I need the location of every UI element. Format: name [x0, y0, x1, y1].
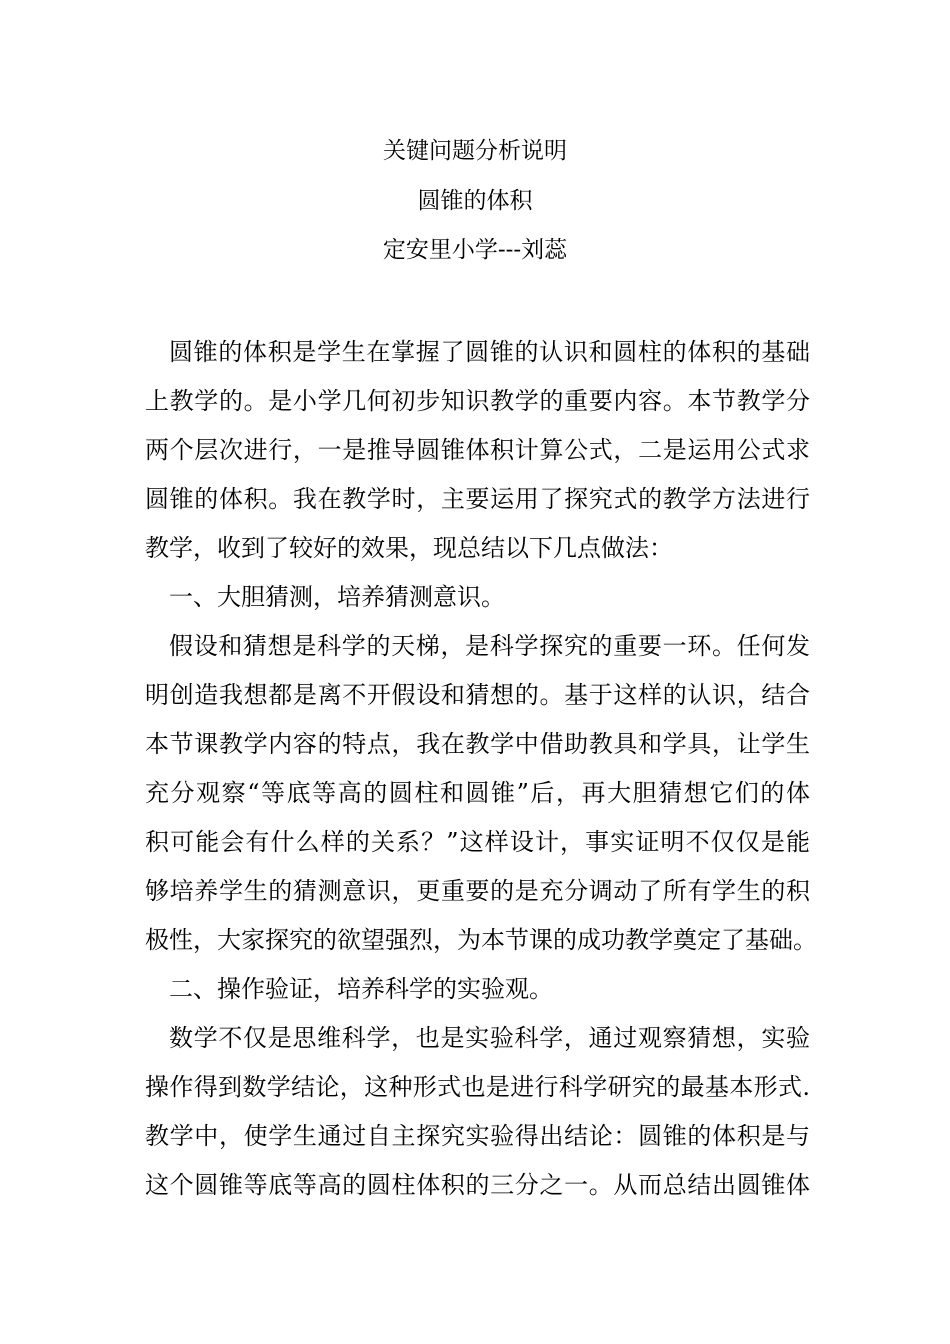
- paragraph-line: 充分观察“等底等高的圆柱和圆锥”后，再大胆猜想它们的体: [145, 779, 810, 807]
- paragraph-line: 圆锥的体积是学生在掌握了圆锥的认识和圆柱的体积的基础: [169, 338, 810, 366]
- paragraph-line: 数学不仅是思维科学，也是实验科学，通过观察猜想，实验: [169, 1024, 810, 1052]
- paragraph-line: 积可能会有什么样的关系？”这样设计，事实证明不仅仅是能: [145, 828, 810, 856]
- paragraph-line: 这个圆锥等底等高的圆柱体积的三分之一。从而总结出圆锥体: [145, 1171, 810, 1199]
- paragraph-line: 极性，大家探究的欲望强烈，为本节课的成功教学奠定了基础。: [145, 926, 817, 954]
- section-heading: 一、大胆猜测，培养猜测意识。: [169, 583, 505, 611]
- paragraph-line: 本节课教学内容的特点，我在教学中借助教具和学具，让学生: [145, 730, 810, 758]
- paragraph-line: 圆锥的体积。我在教学时，主要运用了探究式的教学方法进行: [145, 485, 810, 513]
- paragraph-line: 教学中，使学生通过自主探究实验得出结论：圆锥的体积是与: [145, 1122, 810, 1150]
- document-subtitle: 圆锥的体积: [417, 188, 533, 214]
- paragraph-line: 两个层次进行，一是推导圆锥体积计算公式，二是运用公式求: [145, 436, 810, 464]
- paragraph-line: 假设和猜想是科学的天梯，是科学探究的重要一环。任何发: [169, 632, 810, 660]
- paragraph-line: 教学，收到了较好的效果，现总结以下几点做法：: [145, 534, 673, 562]
- paragraph-line: 上教学的。是小学几何初步知识教学的重要内容。本节教学分: [145, 387, 810, 415]
- paragraph-line: 操作得到数学结论，这种形式也是进行科学研究的最基本形式.: [145, 1073, 810, 1101]
- section-heading: 二、操作验证，培养科学的实验观。: [169, 975, 553, 1003]
- document-title: 关键问题分析说明: [383, 138, 567, 164]
- document-author: 定安里小学---刘蕊: [382, 237, 568, 263]
- paragraph-line: 够培养学生的猜测意识，更重要的是充分调动了所有学生的积: [145, 877, 810, 905]
- paragraph-line: 明创造我想都是离不开假设和猜想的。基于这样的认识，结合: [145, 681, 810, 709]
